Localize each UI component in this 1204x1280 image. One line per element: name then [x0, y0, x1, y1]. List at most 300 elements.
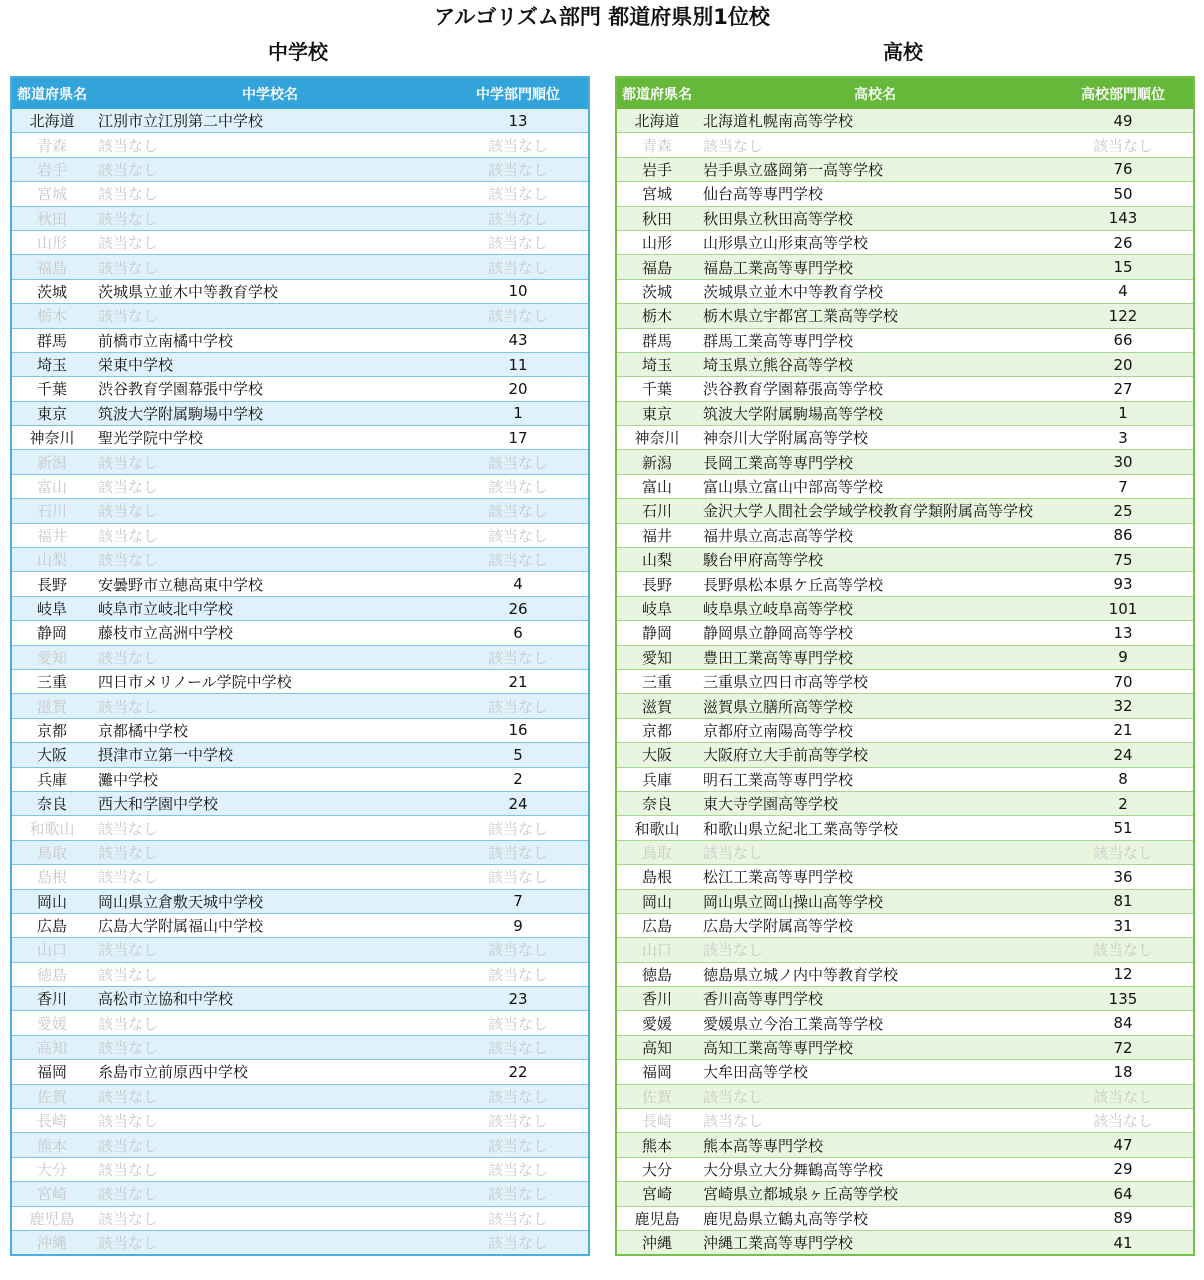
table-row: [616, 1182, 1194, 1206]
prefecture-cell: 三重: [11, 669, 92, 693]
school-name-cell: 東大寺学園高等学校: [697, 791, 1053, 815]
rank-cell: 1: [1053, 401, 1194, 425]
school-name-cell: 山形県立山形東高等学校: [697, 230, 1053, 254]
table-row: [616, 328, 1194, 352]
rank-cell: 101: [1053, 596, 1194, 620]
prefecture-cell: 岐阜: [11, 596, 92, 620]
table-row: [11, 889, 589, 913]
table-row: [11, 426, 589, 450]
rank-cell: 該当なし: [448, 1206, 589, 1230]
rank-cell: 9: [1053, 645, 1194, 669]
middle-school-rows: [11, 109, 589, 1255]
rank-cell: 2: [1053, 791, 1194, 815]
school-name-cell: 該当なし: [92, 865, 448, 889]
school-name-cell: 該当なし: [697, 1109, 1053, 1133]
table-row: [616, 1109, 1194, 1133]
prefecture-cell: 兵庫: [11, 767, 92, 791]
rank-cell: 1: [448, 401, 589, 425]
prefecture-cell: 岩手: [11, 157, 92, 181]
header-prefecture: 都道府県名: [616, 77, 697, 109]
rank-cell: 13: [448, 109, 589, 133]
rank-cell: 70: [1053, 669, 1194, 693]
school-name-cell: 該当なし: [92, 450, 448, 474]
table-row: [616, 596, 1194, 620]
prefecture-cell: 福井: [11, 523, 92, 547]
table-row: [616, 1084, 1194, 1108]
school-name-cell: 愛媛県立今治工業高等学校: [697, 1011, 1053, 1035]
prefecture-cell: 青森: [11, 133, 92, 157]
table-row: [11, 816, 589, 840]
table-row: [11, 401, 589, 425]
rank-cell: 10: [448, 279, 589, 303]
table-header-row: [616, 77, 1194, 109]
prefecture-cell: 福岡: [616, 1060, 697, 1084]
table-row: [11, 230, 589, 254]
table-row: [11, 1157, 589, 1181]
rank-cell: 36: [1053, 865, 1194, 889]
prefecture-cell: 長野: [11, 572, 92, 596]
prefecture-cell: 香川: [11, 987, 92, 1011]
prefecture-cell: 秋田: [11, 206, 92, 230]
table-row: [616, 1060, 1194, 1084]
school-name-cell: 広島大学附属高等学校: [697, 913, 1053, 937]
table-row: [11, 377, 589, 401]
school-name-cell: 渋谷教育学園幕張中学校: [92, 377, 448, 401]
prefecture-cell: 愛媛: [616, 1011, 697, 1035]
high-school-panel: [615, 38, 1191, 1256]
school-name-cell: 神奈川大学附属高等学校: [697, 426, 1053, 450]
table-row: [616, 645, 1194, 669]
table-row: [11, 1230, 589, 1255]
school-name-cell: 岡山県立岡山操山高等学校: [697, 889, 1053, 913]
school-name-cell: 聖光学院中学校: [92, 426, 448, 450]
rank-cell: 25: [1053, 499, 1194, 523]
school-name-cell: 富山県立富山中部高等学校: [697, 474, 1053, 498]
table-row: [616, 255, 1194, 279]
rank-cell: 122: [1053, 304, 1194, 328]
school-name-cell: 糸島市立前原西中学校: [92, 1060, 448, 1084]
rank-cell: 該当なし: [1053, 938, 1194, 962]
table-row: [616, 109, 1194, 133]
rank-cell: 該当なし: [448, 816, 589, 840]
middle-school-panel: [10, 38, 586, 1256]
school-name-cell: 該当なし: [92, 230, 448, 254]
school-name-cell: 該当なし: [697, 1084, 1053, 1108]
table-row: [616, 767, 1194, 791]
rank-cell: 27: [1053, 377, 1194, 401]
school-name-cell: 該当なし: [92, 182, 448, 206]
prefecture-cell: 福井: [616, 523, 697, 547]
school-name-cell: 該当なし: [92, 523, 448, 547]
prefecture-cell: 千葉: [11, 377, 92, 401]
prefecture-cell: 山口: [11, 938, 92, 962]
school-name-cell: 和歌山県立紀北工業高等学校: [697, 816, 1053, 840]
table-row: [616, 1157, 1194, 1181]
rank-cell: 47: [1053, 1133, 1194, 1157]
prefecture-cell: 愛知: [11, 645, 92, 669]
prefecture-cell: 東京: [616, 401, 697, 425]
school-name-cell: 摂津市立第一中学校: [92, 743, 448, 767]
prefecture-cell: 広島: [11, 913, 92, 937]
table-row: [616, 523, 1194, 547]
school-name-cell: 藤枝市立高洲中学校: [92, 621, 448, 645]
school-name-cell: 三重県立四日市高等学校: [697, 669, 1053, 693]
table-row: [11, 718, 589, 742]
school-name-cell: 該当なし: [92, 1157, 448, 1181]
prefecture-cell: 鹿児島: [616, 1206, 697, 1230]
rank-cell: 84: [1053, 1011, 1194, 1035]
rank-cell: 8: [1053, 767, 1194, 791]
rank-cell: 該当なし: [448, 645, 589, 669]
rank-cell: 7: [448, 889, 589, 913]
rank-cell: 4: [448, 572, 589, 596]
table-row: [616, 718, 1194, 742]
rank-cell: 13: [1053, 621, 1194, 645]
school-name-cell: 金沢大学人間社会学域学校教育学類附属高等学校: [697, 499, 1053, 523]
table-row: [616, 791, 1194, 815]
header-school-name: 中学校名: [92, 77, 448, 109]
prefecture-cell: 徳島: [616, 962, 697, 986]
table-row: [616, 206, 1194, 230]
rank-cell: 93: [1053, 572, 1194, 596]
table-row: [11, 1084, 589, 1108]
prefecture-cell: 長崎: [616, 1109, 697, 1133]
rank-cell: 86: [1053, 523, 1194, 547]
prefecture-cell: 宮崎: [11, 1182, 92, 1206]
rank-cell: 該当なし: [1053, 1084, 1194, 1108]
prefecture-cell: 京都: [616, 718, 697, 742]
rank-cell: 89: [1053, 1206, 1194, 1230]
table-row: [11, 645, 589, 669]
school-name-cell: 松江工業高等専門学校: [697, 865, 1053, 889]
rank-cell: 該当なし: [448, 548, 589, 572]
table-row: [11, 1182, 589, 1206]
rank-cell: 該当なし: [448, 255, 589, 279]
school-name-cell: 該当なし: [92, 474, 448, 498]
prefecture-cell: 富山: [11, 474, 92, 498]
table-row: [11, 474, 589, 498]
rank-cell: 該当なし: [448, 1182, 589, 1206]
school-name-cell: 宮崎県立都城泉ヶ丘高等学校: [697, 1182, 1053, 1206]
table-row: [11, 743, 589, 767]
prefecture-cell: 群馬: [11, 328, 92, 352]
school-name-cell: 該当なし: [697, 840, 1053, 864]
table-row: [11, 1011, 589, 1035]
high-school-table: [615, 76, 1195, 1256]
school-name-cell: 該当なし: [697, 133, 1053, 157]
school-name-cell: 該当なし: [92, 206, 448, 230]
rank-cell: 64: [1053, 1182, 1194, 1206]
header-rank: 中学部門順位: [448, 77, 589, 109]
rank-cell: 該当なし: [448, 230, 589, 254]
prefecture-cell: 山形: [616, 230, 697, 254]
rank-cell: 3: [1053, 426, 1194, 450]
rank-cell: 24: [448, 791, 589, 815]
prefecture-cell: 鳥取: [11, 840, 92, 864]
table-row: [11, 840, 589, 864]
prefecture-cell: 京都: [11, 718, 92, 742]
rank-cell: 30: [1053, 450, 1194, 474]
prefecture-cell: 大阪: [616, 743, 697, 767]
prefecture-cell: 三重: [616, 669, 697, 693]
rank-cell: 18: [1053, 1060, 1194, 1084]
rank-cell: 26: [448, 596, 589, 620]
school-name-cell: 仙台高等専門学校: [697, 182, 1053, 206]
table-row: [616, 401, 1194, 425]
prefecture-cell: 北海道: [616, 109, 697, 133]
table-row: [616, 694, 1194, 718]
rank-cell: 該当なし: [448, 840, 589, 864]
prefecture-cell: 宮崎: [616, 1182, 697, 1206]
table-row: [11, 206, 589, 230]
rank-cell: 該当なし: [448, 694, 589, 718]
middle-school-subtitle: 中学校: [268, 40, 328, 64]
table-row: [11, 596, 589, 620]
school-name-cell: 高松市立協和中学校: [92, 987, 448, 1011]
school-name-cell: 該当なし: [92, 1035, 448, 1059]
rank-cell: 135: [1053, 987, 1194, 1011]
table-row: [11, 767, 589, 791]
table-row: [11, 865, 589, 889]
table-row: [11, 1060, 589, 1084]
school-name-cell: 該当なし: [697, 938, 1053, 962]
table-row: [11, 304, 589, 328]
rank-cell: 該当なし: [448, 962, 589, 986]
table-row: [11, 1035, 589, 1059]
rank-cell: 15: [1053, 255, 1194, 279]
rank-cell: 50: [1053, 182, 1194, 206]
prefecture-cell: 宮城: [11, 182, 92, 206]
prefecture-cell: 和歌山: [616, 816, 697, 840]
school-name-cell: 茨城県立並木中等教育学校: [697, 279, 1053, 303]
rank-cell: 32: [1053, 694, 1194, 718]
table-row: [11, 962, 589, 986]
rank-cell: 17: [448, 426, 589, 450]
table-row: [11, 938, 589, 962]
prefecture-cell: 埼玉: [11, 352, 92, 376]
prefecture-cell: 長野: [616, 572, 697, 596]
school-name-cell: 岐阜市立岐北中学校: [92, 596, 448, 620]
table-row: [616, 133, 1194, 157]
school-name-cell: 該当なし: [92, 645, 448, 669]
prefecture-cell: 高知: [11, 1035, 92, 1059]
school-name-cell: 該当なし: [92, 962, 448, 986]
prefecture-cell: 長崎: [11, 1109, 92, 1133]
prefecture-cell: 島根: [11, 865, 92, 889]
table-row: [616, 474, 1194, 498]
school-name-cell: 茨城県立並木中等教育学校: [92, 279, 448, 303]
school-name-cell: 大分県立大分舞鶴高等学校: [697, 1157, 1053, 1181]
table-row: [11, 987, 589, 1011]
table-row: [11, 791, 589, 815]
prefecture-cell: 徳島: [11, 962, 92, 986]
table-row: [616, 816, 1194, 840]
prefecture-cell: 新潟: [11, 450, 92, 474]
rank-cell: 該当なし: [448, 1230, 589, 1255]
prefecture-cell: 群馬: [616, 328, 697, 352]
table-row: [616, 865, 1194, 889]
rank-cell: 72: [1053, 1035, 1194, 1059]
rank-cell: 66: [1053, 328, 1194, 352]
school-name-cell: 該当なし: [92, 816, 448, 840]
table-row: [11, 255, 589, 279]
school-name-cell: 岩手県立盛岡第一高等学校: [697, 157, 1053, 181]
school-name-cell: 該当なし: [92, 548, 448, 572]
school-name-cell: 安曇野市立穂高東中学校: [92, 572, 448, 596]
table-row: [616, 962, 1194, 986]
prefecture-cell: 大分: [11, 1157, 92, 1181]
rank-cell: 2: [448, 767, 589, 791]
table-row: [11, 548, 589, 572]
table-row: [616, 157, 1194, 181]
prefecture-cell: 大阪: [11, 743, 92, 767]
school-name-cell: 該当なし: [92, 1182, 448, 1206]
table-row: [616, 279, 1194, 303]
table-row: [11, 499, 589, 523]
table-row: [616, 840, 1194, 864]
prefecture-cell: 鹿児島: [11, 1206, 92, 1230]
prefecture-cell: 北海道: [11, 109, 92, 133]
table-row: [11, 109, 589, 133]
table-header-row: [11, 77, 589, 109]
rank-cell: 該当なし: [448, 1011, 589, 1035]
prefecture-cell: 島根: [616, 865, 697, 889]
rank-cell: 5: [448, 743, 589, 767]
table-row: [616, 230, 1194, 254]
prefecture-cell: 兵庫: [616, 767, 697, 791]
prefecture-cell: 石川: [616, 499, 697, 523]
rank-cell: 20: [448, 377, 589, 401]
prefecture-cell: 奈良: [11, 791, 92, 815]
school-name-cell: 長野県松本県ケ丘高等学校: [697, 572, 1053, 596]
school-name-cell: 西大和学園中学校: [92, 791, 448, 815]
rank-cell: 143: [1053, 206, 1194, 230]
prefecture-cell: 山形: [11, 230, 92, 254]
school-name-cell: 熊本高等専門学校: [697, 1133, 1053, 1157]
school-name-cell: 群馬工業高等専門学校: [697, 328, 1053, 352]
rank-cell: 該当なし: [448, 206, 589, 230]
prefecture-cell: 奈良: [616, 791, 697, 815]
school-name-cell: 該当なし: [92, 1084, 448, 1108]
school-name-cell: 江別市立江別第二中学校: [92, 109, 448, 133]
rank-cell: 76: [1053, 157, 1194, 181]
prefecture-cell: 沖縄: [616, 1230, 697, 1255]
table-row: [616, 1206, 1194, 1230]
rank-cell: 該当なし: [448, 304, 589, 328]
rank-cell: 該当なし: [448, 182, 589, 206]
rank-cell: 該当なし: [448, 1084, 589, 1108]
table-row: [616, 426, 1194, 450]
rank-cell: 6: [448, 621, 589, 645]
school-name-cell: 四日市メリノール学院中学校: [92, 669, 448, 693]
table-row: [616, 1133, 1194, 1157]
table-row: [616, 1035, 1194, 1059]
school-name-cell: 該当なし: [92, 1206, 448, 1230]
prefecture-cell: 千葉: [616, 377, 697, 401]
school-name-cell: 福井県立高志高等学校: [697, 523, 1053, 547]
table-row: [616, 304, 1194, 328]
prefecture-cell: 静岡: [11, 621, 92, 645]
rank-cell: 該当なし: [448, 938, 589, 962]
table-row: [11, 572, 589, 596]
rank-cell: 81: [1053, 889, 1194, 913]
rank-cell: 該当なし: [448, 1157, 589, 1181]
school-name-cell: 該当なし: [92, 255, 448, 279]
rank-cell: 51: [1053, 816, 1194, 840]
rank-cell: 26: [1053, 230, 1194, 254]
school-name-cell: 該当なし: [92, 133, 448, 157]
prefecture-cell: 和歌山: [11, 816, 92, 840]
school-name-cell: 明石工業高等専門学校: [697, 767, 1053, 791]
prefecture-cell: 茨城: [616, 279, 697, 303]
rank-cell: 該当なし: [448, 450, 589, 474]
table-row: [11, 133, 589, 157]
school-name-cell: 大牟田高等学校: [697, 1060, 1053, 1084]
prefecture-cell: 福島: [11, 255, 92, 279]
rank-cell: 21: [1053, 718, 1194, 742]
prefecture-cell: 岡山: [11, 889, 92, 913]
table-row: [616, 499, 1194, 523]
prefecture-cell: 栃木: [616, 304, 697, 328]
rank-cell: 21: [448, 669, 589, 693]
prefecture-cell: 岡山: [616, 889, 697, 913]
table-row: [11, 450, 589, 474]
table-row: [11, 279, 589, 303]
table-row: [616, 352, 1194, 376]
table-row: [11, 1206, 589, 1230]
rank-cell: 49: [1053, 109, 1194, 133]
rank-cell: 該当なし: [448, 133, 589, 157]
prefecture-cell: 佐賀: [11, 1084, 92, 1108]
table-row: [616, 669, 1194, 693]
table-row: [616, 987, 1194, 1011]
prefecture-cell: 山口: [616, 938, 697, 962]
school-name-cell: 筑波大学附属駒場中学校: [92, 401, 448, 425]
rank-cell: 該当なし: [448, 1133, 589, 1157]
table-row: [616, 621, 1194, 645]
table-row: [11, 1133, 589, 1157]
rank-cell: 該当なし: [448, 1035, 589, 1059]
table-row: [11, 352, 589, 376]
prefecture-cell: 山梨: [616, 548, 697, 572]
table-row: [616, 889, 1194, 913]
prefecture-cell: 秋田: [616, 206, 697, 230]
prefecture-cell: 滋賀: [616, 694, 697, 718]
school-name-cell: 駿台甲府高等学校: [697, 548, 1053, 572]
prefecture-cell: 宮城: [616, 182, 697, 206]
school-name-cell: 北海道札幌南高等学校: [697, 109, 1053, 133]
prefecture-cell: 岩手: [616, 157, 697, 181]
prefecture-cell: 高知: [616, 1035, 697, 1059]
rank-cell: 43: [448, 328, 589, 352]
table-row: [11, 669, 589, 693]
prefecture-cell: 沖縄: [11, 1230, 92, 1255]
school-name-cell: 豊田工業高等専門学校: [697, 645, 1053, 669]
prefecture-cell: 富山: [616, 474, 697, 498]
table-row: [616, 182, 1194, 206]
school-name-cell: 該当なし: [92, 840, 448, 864]
rank-cell: 該当なし: [448, 499, 589, 523]
rank-cell: 41: [1053, 1230, 1194, 1255]
prefecture-cell: 山梨: [11, 548, 92, 572]
school-name-cell: 埼玉県立熊谷高等学校: [697, 352, 1053, 376]
rank-cell: 9: [448, 913, 589, 937]
middle-school-table: [10, 76, 590, 1256]
table-row: [11, 694, 589, 718]
table-row: [616, 1011, 1194, 1035]
school-name-cell: 静岡県立静岡高等学校: [697, 621, 1053, 645]
prefecture-cell: 神奈川: [616, 426, 697, 450]
